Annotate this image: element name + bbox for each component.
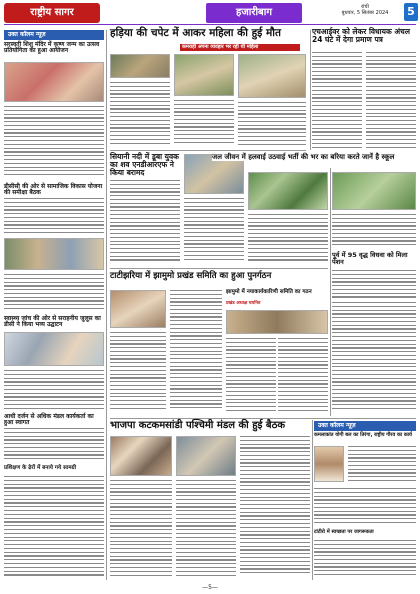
article-body [4,106,104,180]
article-body [312,52,362,150]
article-body [332,302,416,414]
article-body [110,332,166,414]
article-photo [248,172,328,210]
article-body [4,198,104,236]
lead-headline: हड़िया की चपेट में आकर महिला की हुई मौत [110,27,281,39]
article-body [314,540,416,580]
article-photo [174,54,234,96]
article-headline: टाटीझरिया में झामुमो प्रखंड समिति का हुआ पुनर्गठन [110,271,272,281]
section-rule [110,268,328,269]
section-bar: उक्त कॉलम न्यूज़ [314,421,416,431]
article-headline: कमलाकांत योगी बल का तिरंगा, राष्ट्रीय गौरव का कार्य [314,432,412,438]
article-body [4,428,104,464]
article-headline: सियानी नदी में डूबा युवक का शव एनडीआरएफ ने किया बरामद [110,152,179,177]
column-rule [310,30,311,150]
article-body [176,480,236,580]
article-body [110,82,170,148]
article-body [314,488,416,528]
article-headline: झामुमो में नयाकार्यकारिणी समिति का गठन [226,289,312,295]
article-headline: टांटीरो में स्वच्छता पर जागरूकता [314,529,374,535]
masthead-rule [4,24,416,25]
article-headline: एचआईवर को लेकर विधायक अंचल 24 घंटे में देगा प्रमाण पत्र [312,27,410,44]
article-photo [332,172,416,210]
article-body [278,338,328,414]
article-photo [110,436,172,476]
article-body [4,274,104,314]
newspaper-title: राष्ट्रीय सागर [4,3,100,23]
article-body [366,52,416,150]
article-body [184,198,244,264]
article-body [170,290,222,414]
section-rule [110,418,416,419]
dateline-city: रांची [361,4,369,10]
article-photo [4,332,104,366]
dateline-date: बुधवार, 5 सितंबर 2024 [341,10,389,16]
column-rule [330,168,331,416]
page-number: 5 [404,3,418,21]
bottom-lead-headline: भाजपा कटकमसांडी पश्चिमी मंडल की हुई बैठक [110,420,286,431]
article-headline: पूर्व में 95 वृद्ध विधवा को मिला पेंशन [332,251,408,266]
section-rule [110,150,306,151]
article-photo [226,310,328,334]
article-body [110,480,172,580]
article-body [4,370,104,412]
article-headline: जल जीवन में हलवाई उठवाई भर्ती की भर का बरिया करते जानें है स्कूल [212,154,418,161]
article-photo [314,446,344,482]
city-edition-label: हजारीबाग [206,3,302,23]
article-photo [4,238,104,270]
article-headline: आधी दर्जन से अधिक मंडल कार्यकर्ता का हुआ स्वागत [4,413,94,427]
article-photo [238,54,306,98]
article-body [110,180,180,264]
article-body [332,214,416,250]
article-headline: प्रशिक्षण के ढेरों में बनाये गये सामग्री [4,465,77,471]
article-photo [176,436,236,476]
article-body [174,100,234,148]
article-photo [110,290,166,328]
article-body [248,214,328,264]
article-headline: स्वास्थ्य जांच की ओर से सराहनीय जुलूस का डीसी ने किया भव्य उद्घाटन [4,315,101,329]
lead-subhead: कमराही अपना व्यवहार भर रही थी महिला [180,44,300,51]
article-subhead: प्रखंड अध्यक्ष चयनित [226,301,261,306]
article-body [240,436,310,580]
section-bar: उक्त कॉलम न्यूज़ [4,30,104,40]
article-photo [110,54,170,78]
article-body [226,338,276,414]
column-rule [312,420,313,580]
article-body [332,270,416,300]
column-rule [106,30,107,580]
dateline [330,4,400,16]
article-headline: डीसीसी की ओर से सामाजिक विकास योजना की समीक्षा बैठक [4,183,103,197]
article-headline: सरस्वती शिशु मंदिर में कृष्ण जन्म का उत्सव प्रतियोगिता का हुआ आयोजन [4,41,100,55]
article-body [4,476,104,580]
article-body [348,446,416,486]
article-body [238,102,306,148]
article-photo [4,62,104,102]
masthead [0,0,420,26]
page-folio: —5— [202,584,218,591]
